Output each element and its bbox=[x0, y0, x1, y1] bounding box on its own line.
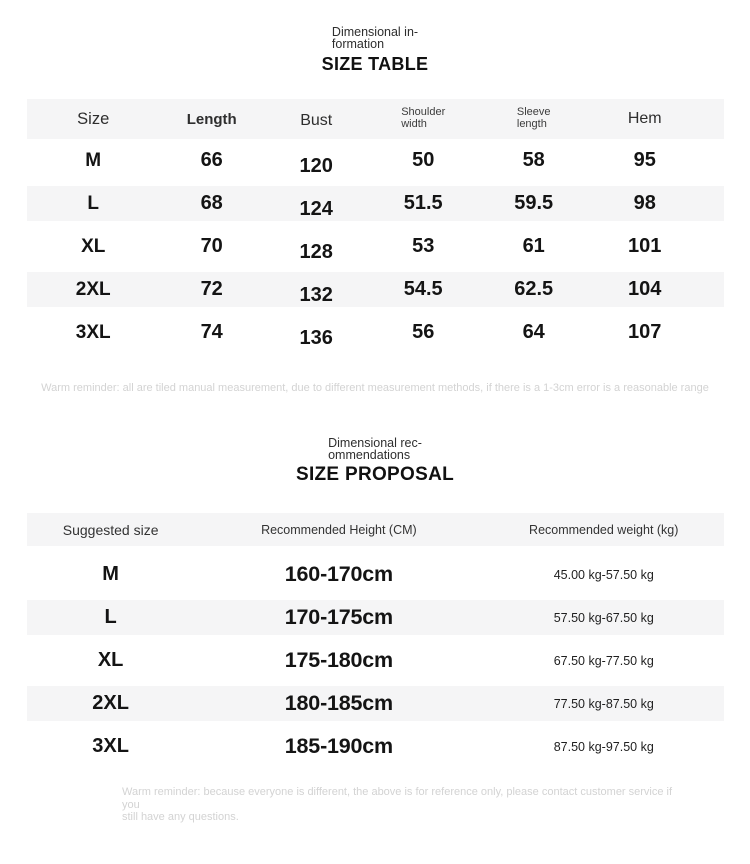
cell-recommended-height: 170-175cm bbox=[284, 605, 393, 629]
cell-sleeve-length: 58 bbox=[522, 149, 545, 171]
disclaimer-line: still have any questions. bbox=[122, 811, 239, 823]
cell-recommended-weight: 87.50 kg-97.50 kg bbox=[553, 739, 654, 754]
cell-length: 66 bbox=[200, 149, 223, 171]
cell-recommended-height: 185-190cm bbox=[284, 734, 393, 758]
table-row bbox=[27, 311, 724, 354]
cell-shoulder-width: 53 bbox=[412, 235, 435, 257]
cell-length: 70 bbox=[200, 235, 223, 257]
cell-recommended-height: 160-170cm bbox=[284, 562, 393, 586]
cell-bust: 132 bbox=[299, 284, 333, 306]
table-row bbox=[27, 225, 724, 268]
table-row bbox=[27, 553, 724, 596]
subtitle-line: formation bbox=[331, 36, 385, 51]
column-header-size: Size bbox=[77, 109, 110, 128]
cell-suggested-size: M bbox=[102, 563, 119, 585]
table-row bbox=[27, 639, 724, 682]
cell-hem: 98 bbox=[633, 192, 656, 214]
cell-recommended-weight: 57.50 kg-67.50 kg bbox=[553, 610, 654, 625]
cell-sleeve-length: 62.5 bbox=[514, 278, 554, 300]
cell-bust: 136 bbox=[299, 327, 333, 349]
cell-bust: 128 bbox=[299, 241, 333, 263]
cell-hem: 104 bbox=[628, 278, 662, 300]
header-line: Shoulder bbox=[401, 106, 446, 118]
table-row bbox=[27, 682, 724, 725]
cell-hem: 107 bbox=[628, 321, 662, 343]
cell-recommended-height: 175-180cm bbox=[284, 648, 393, 672]
column-header-shoulder-width bbox=[369, 106, 478, 132]
cell-recommended-height: 180-185cm bbox=[284, 691, 393, 715]
header-line: Sleeve bbox=[516, 106, 551, 118]
cell-suggested-size: 2XL bbox=[92, 692, 129, 714]
cell-sleeve-length: 61 bbox=[522, 235, 545, 257]
size-table-title: SIZE TABLE bbox=[321, 53, 429, 74]
cell-bust: 124 bbox=[299, 198, 333, 220]
cell-sleeve-length: 64 bbox=[522, 321, 545, 343]
measurement-disclaimer: Warm reminder: all are tiled manual measurement, due to different measurement methods, if there is a 1-3cm error is a reasonable range bbox=[41, 382, 709, 394]
column-header-recommended-weight: Recommended weight (kg) bbox=[529, 522, 679, 537]
subtitle-line: Dimensional rec- bbox=[328, 436, 422, 450]
cell-size: XL bbox=[81, 235, 106, 257]
table-row bbox=[27, 725, 724, 768]
cell-sleeve-length: 59.5 bbox=[514, 192, 554, 214]
disclaimer-line: Warm reminder: because everyone is different, the above is for reference only, please contact customer service if you bbox=[122, 786, 673, 811]
column-header-recommended-height: Recommended Height (CM) bbox=[261, 522, 417, 537]
size-proposal-header-row bbox=[27, 513, 724, 546]
column-header-suggested-size: Suggested size bbox=[62, 521, 159, 538]
size-table bbox=[27, 99, 724, 354]
cell-recommended-weight: 45.00 kg-57.50 kg bbox=[553, 567, 654, 582]
cell-recommended-weight: 67.50 kg-77.50 kg bbox=[553, 653, 654, 668]
subtitle-line: Dimensional in- bbox=[331, 25, 419, 39]
cell-size: 3XL bbox=[75, 321, 111, 343]
subtitle-line: ommendations bbox=[328, 447, 411, 462]
column-header-sleeve-length bbox=[478, 106, 590, 132]
cell-length: 68 bbox=[200, 192, 223, 214]
table-row bbox=[27, 268, 724, 311]
table-row bbox=[27, 139, 724, 182]
size-table-subtitle bbox=[332, 27, 418, 50]
column-header-hem: Hem bbox=[627, 110, 662, 127]
cell-hem: 101 bbox=[628, 235, 662, 257]
cell-shoulder-width: 50 bbox=[412, 149, 435, 171]
cell-size: M bbox=[85, 149, 102, 171]
size-table-header-row bbox=[27, 99, 724, 139]
table-row bbox=[27, 182, 724, 225]
cell-bust: 120 bbox=[299, 155, 333, 177]
cell-length: 74 bbox=[200, 321, 223, 343]
cell-suggested-size: XL bbox=[97, 649, 124, 671]
column-header-bust: Bust bbox=[300, 112, 333, 129]
cell-length: 72 bbox=[200, 278, 223, 300]
cell-size: L bbox=[87, 192, 100, 214]
reference-disclaimer bbox=[122, 786, 682, 824]
header-line: length bbox=[516, 118, 547, 130]
size-proposal-table bbox=[27, 513, 724, 768]
header-line: width bbox=[401, 118, 427, 130]
cell-size: 2XL bbox=[75, 278, 111, 300]
cell-hem: 95 bbox=[633, 149, 656, 171]
cell-shoulder-width: 54.5 bbox=[403, 278, 443, 300]
cell-suggested-size: 3XL bbox=[92, 735, 129, 757]
size-proposal-heading bbox=[0, 438, 750, 484]
size-table-heading bbox=[0, 27, 750, 73]
size-proposal-subtitle bbox=[328, 438, 422, 461]
column-header-length: Length bbox=[186, 110, 237, 128]
cell-suggested-size: L bbox=[104, 606, 117, 628]
table-row bbox=[27, 596, 724, 639]
cell-shoulder-width: 56 bbox=[412, 321, 435, 343]
size-proposal-title: SIZE PROPOSAL bbox=[295, 463, 455, 485]
cell-shoulder-width: 51.5 bbox=[403, 192, 443, 214]
cell-recommended-weight: 77.50 kg-87.50 kg bbox=[553, 696, 654, 711]
